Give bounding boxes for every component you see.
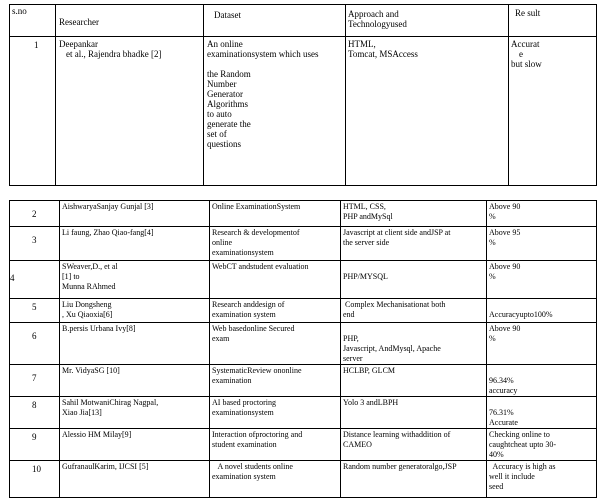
table-row — [10, 37, 597, 186]
dataset-line: An online — [207, 39, 243, 49]
cell-researcher: AishwaryaSanjay Gunjal [3] — [60, 201, 210, 227]
cell-sno: 3 — [10, 227, 60, 261]
table-row — [10, 323, 597, 365]
dataset-line: the Random — [207, 69, 251, 79]
table-row — [10, 397, 597, 429]
cell-sno: 6 — [10, 323, 60, 365]
cell-dataset: A novel students online examination system — [210, 461, 341, 498]
cell-approach: PHP/MYSQL — [341, 261, 487, 299]
cell-dataset: Interaction ofproctoring and student examination — [210, 429, 341, 461]
cell-approach: Yolo 3 andLBPH — [341, 397, 487, 429]
header-approach: Approach and Technologyused — [346, 5, 509, 37]
cell-dataset: Research & developmentof online examinationsystem — [210, 227, 341, 261]
cell-result: 96.34% accuracy — [487, 365, 597, 397]
table-row — [10, 261, 597, 299]
dataset-line: generate the — [207, 119, 251, 129]
cell-result: Above 90 % — [487, 201, 597, 227]
cell-result: Above 95 % — [487, 227, 597, 261]
dataset-line — [204, 59, 345, 69]
survey-table-part1 — [9, 4, 597, 186]
cell-dataset: AI based proctoring examinationsystem — [210, 397, 341, 429]
cell-result: Accuracy is high as well it include seed — [487, 461, 597, 498]
dataset-line: questions — [207, 139, 242, 149]
cell-result: 76.31% Accurate — [487, 397, 597, 429]
cell-sno: 2 — [10, 201, 60, 227]
cell-sno: 8 — [10, 397, 60, 429]
header-dataset: Dataset — [204, 5, 346, 37]
cell-sno: 9 — [10, 429, 60, 461]
cell-result: Above 90 % — [487, 323, 597, 365]
table-row — [10, 365, 597, 397]
cell-approach: HCLBP, GLCM — [341, 365, 487, 397]
dataset-line: set of — [207, 129, 227, 139]
table-row — [10, 299, 597, 323]
cell-researcher: Deepankar et al., Rajendra bhadke [2] — [56, 37, 204, 186]
cell-result: Accurat e but slow — [509, 37, 597, 186]
cell-dataset: Online ExaminationSystem — [210, 201, 341, 227]
cell-researcher: SWeaver,D., et al [1] to Munna RAhmed — [60, 261, 210, 299]
table-header-row — [10, 5, 597, 37]
table-row — [10, 461, 597, 498]
cell-researcher: GufranaulKarim, IJCSI [5] — [60, 461, 210, 498]
cell-dataset: WebCT andstudent evaluation — [210, 261, 341, 299]
cell-researcher: Sahil MotwaniChirag Nagpal, Xiao Jia[13] — [60, 397, 210, 429]
header-researcher: Researcher — [56, 5, 204, 37]
cell-dataset: Web basedonline Secured exam — [210, 323, 341, 365]
cell-sno: 10 — [10, 461, 60, 498]
header-result: Re sult — [509, 5, 597, 37]
cell-dataset: Research anddesign of examination system — [210, 299, 341, 323]
cell-researcher: Li faung, Zhao Qiao-fang[4] — [60, 227, 210, 261]
cell-researcher: Mr. VidyaSG [10] — [60, 365, 210, 397]
dataset-line: to auto — [207, 109, 232, 119]
cell-approach: Complex Mechanisationat both end — [341, 299, 487, 323]
cell-approach: Distance learning withaddition of CAMEO — [341, 429, 487, 461]
survey-table-part2 — [9, 200, 597, 498]
dataset-line: examinationsystem which uses — [207, 49, 319, 59]
cell-result: Above 90 % — [487, 261, 597, 299]
cell-sno: 5 — [10, 299, 60, 323]
dataset-line: Number — [207, 79, 237, 89]
cell-researcher: Alessio HM Milay[9] — [60, 429, 210, 461]
cell-researcher: B.persis Urbana Ivy[8] — [60, 323, 210, 365]
cell-approach: Javascript at client side andJSP at the server side — [341, 227, 487, 261]
cell-approach: Random number generatoralgo,JSP — [341, 461, 487, 498]
cell-sno: 1 — [10, 37, 56, 186]
cell-dataset: SystematicReview ononline examination — [210, 365, 341, 397]
cell-sno: 7 — [10, 365, 60, 397]
cell-result: Accuracyupto100% — [487, 299, 597, 323]
cell-result: Checking online to caughtcheat upto 30- 40% — [487, 429, 597, 461]
table-row — [10, 201, 597, 227]
cell-dataset — [204, 37, 346, 186]
cell-approach: HTML, CSS, PHP andMySql — [341, 201, 487, 227]
cell-sno: 4 — [10, 261, 60, 299]
cell-approach: PHP, Javascript, AndMysql, Apache server — [341, 323, 487, 365]
table-row — [10, 429, 597, 461]
header-sno: s.no — [10, 5, 56, 37]
table-row — [10, 227, 597, 261]
dataset-line: Generator — [207, 89, 243, 99]
cell-approach: HTML, Tomcat, MSAccess — [346, 37, 509, 186]
cell-researcher: Liu Dongsheng , Xu Qiaoxia[6] — [60, 299, 210, 323]
dataset-line: Algorithms — [207, 99, 249, 109]
